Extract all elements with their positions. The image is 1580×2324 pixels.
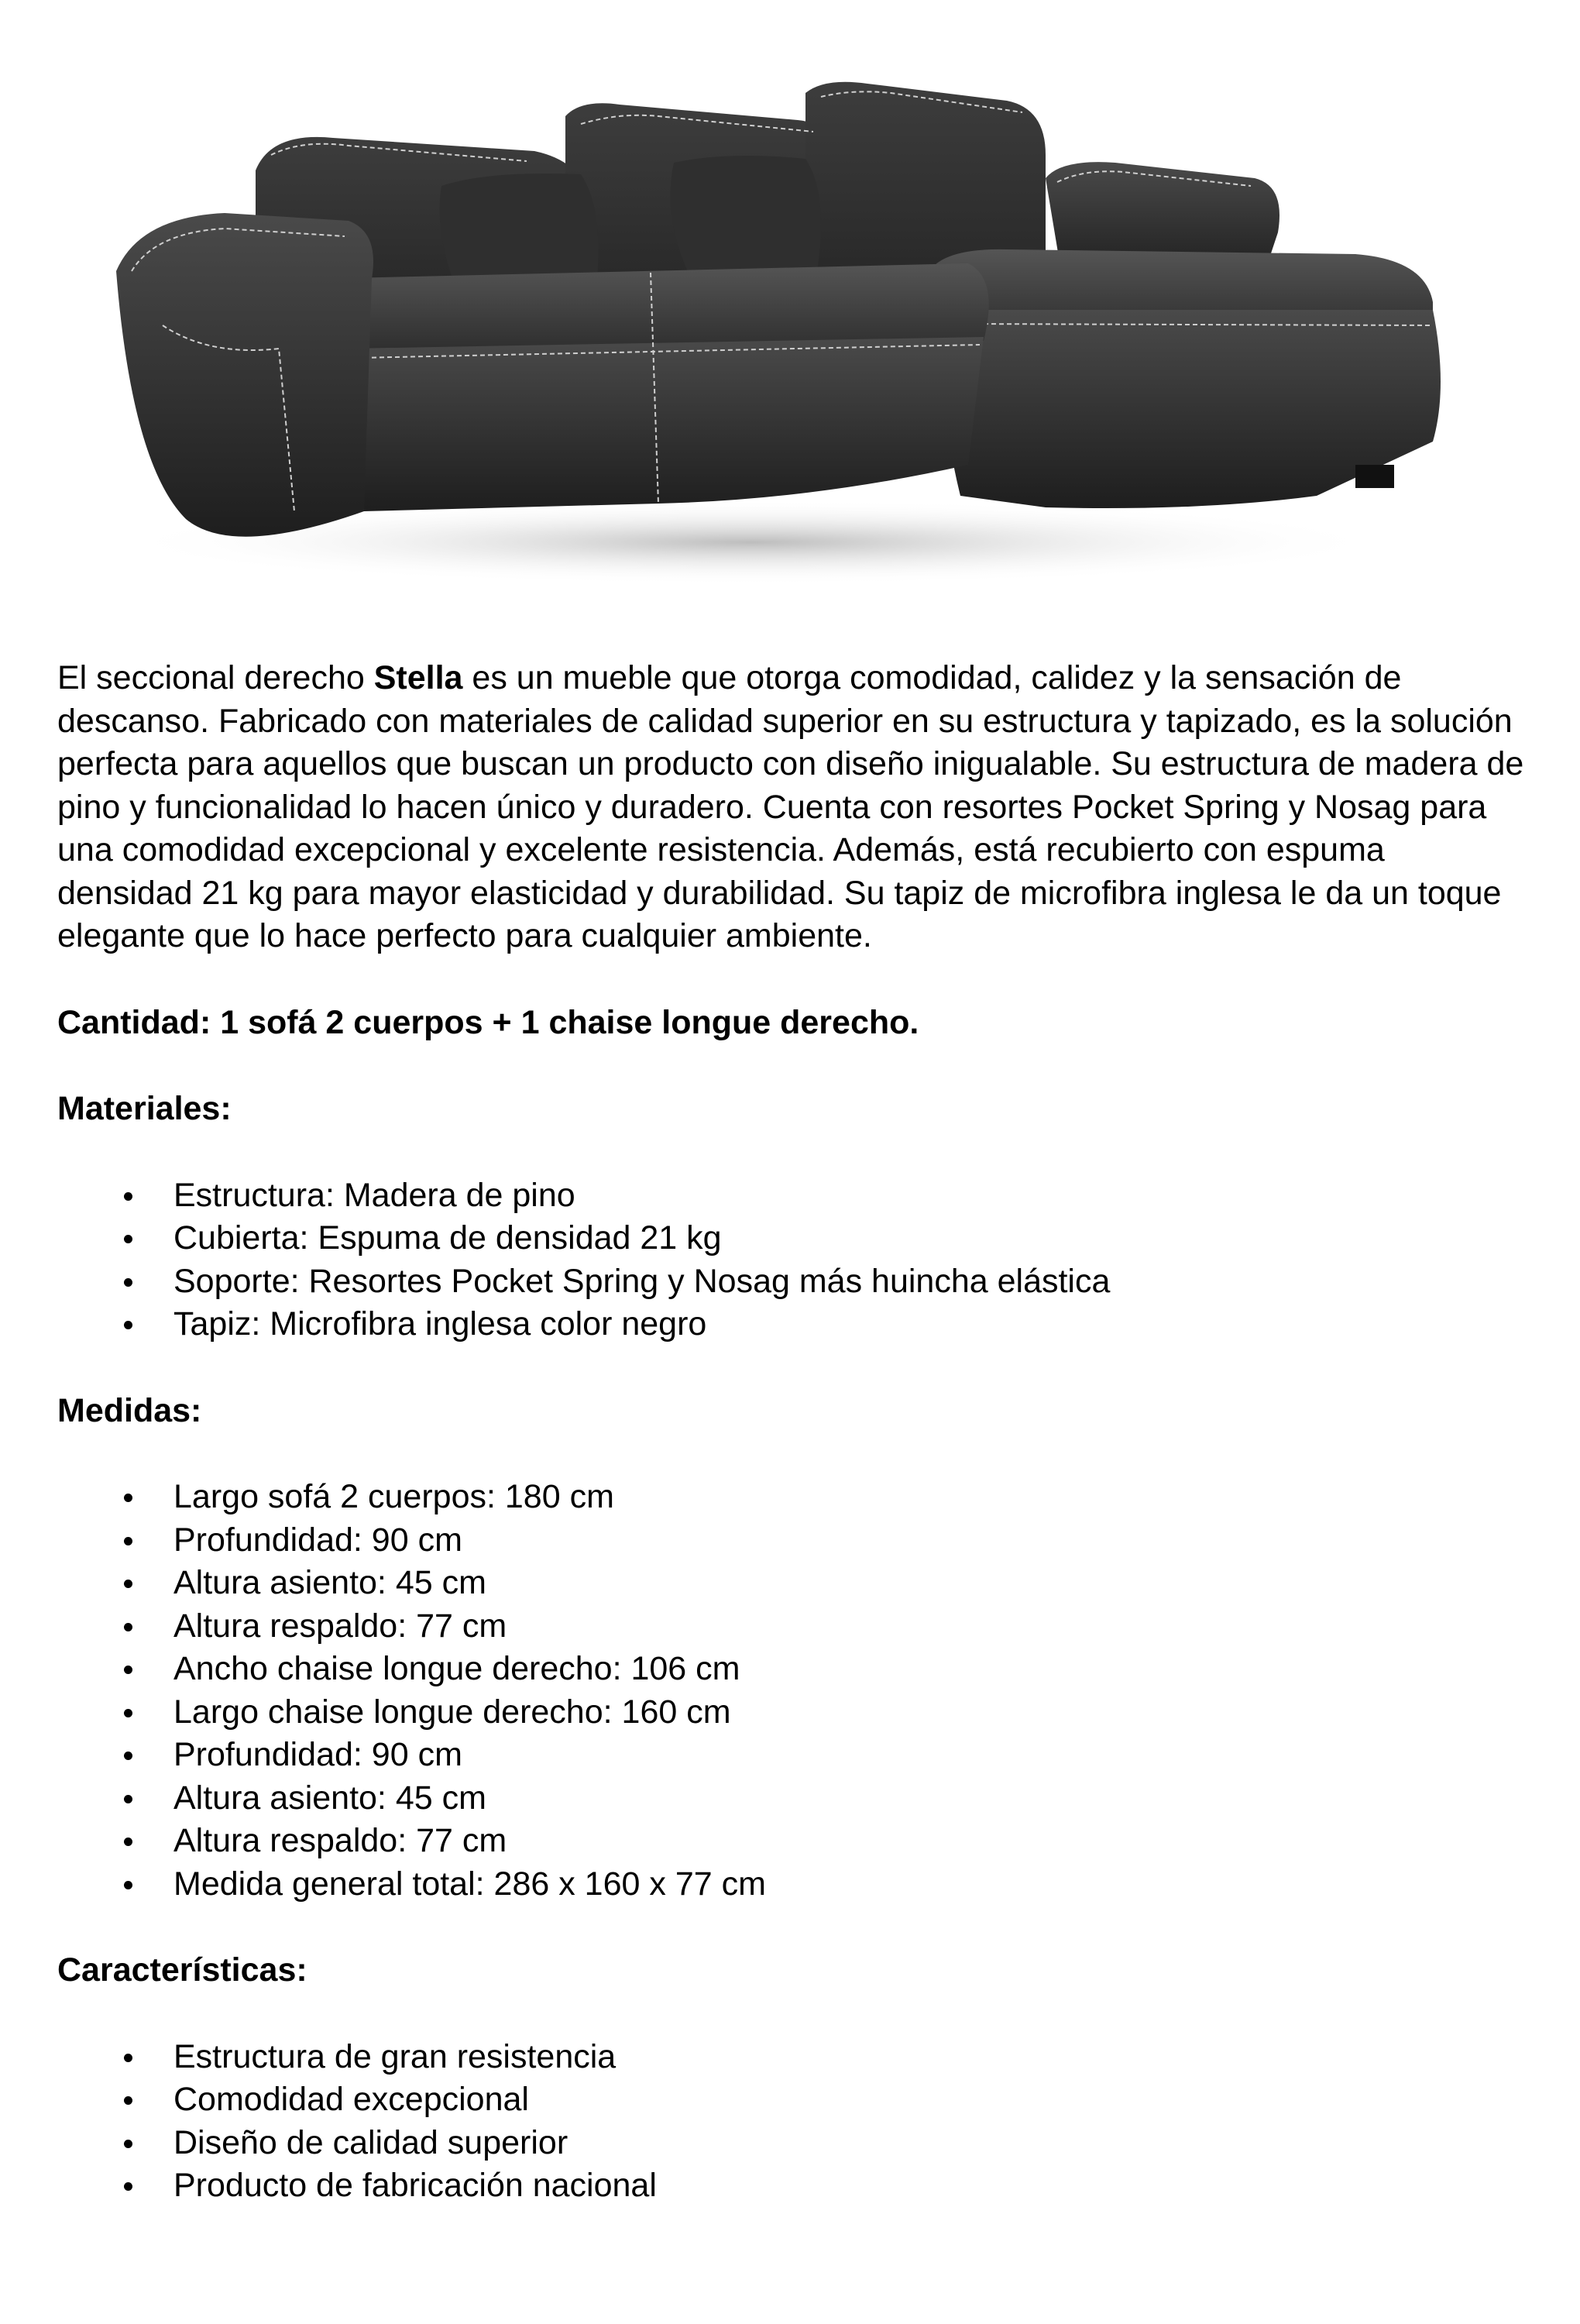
list-item-text: Ancho chaise longue derecho: 106 cm	[173, 1650, 740, 1687]
list-item-text: Comodidad excepcional	[173, 2081, 529, 2118]
list-item-text: Cubierta: Espuma de densidad 21 kg	[173, 1219, 722, 1257]
list-item	[57, 1217, 1529, 1260]
list-item	[57, 1476, 1529, 1519]
bullet-icon	[124, 1666, 132, 1674]
bullet-icon	[124, 1881, 132, 1889]
bullet-icon	[124, 1537, 132, 1545]
list-item-text: Estructura de gran resistencia	[173, 2037, 617, 2075]
bullet-icon	[124, 1278, 132, 1287]
materials-list	[57, 1174, 1529, 1346]
materials-heading: Materiales:	[57, 1090, 232, 1127]
list-item	[57, 1734, 1529, 1777]
list-item-text: Producto de fabricación nacional	[173, 2167, 657, 2204]
bullet-icon	[124, 1623, 132, 1631]
bullet-icon	[124, 1709, 132, 1717]
list-item	[57, 1519, 1529, 1563]
quantity-line: Cantidad: 1 sofá 2 cuerpos + 1 chaise longue derecho.	[57, 1003, 919, 1041]
list-item-text: Medida general total: 286 x 160 x 77 cm	[173, 1865, 766, 1903]
list-item-text: Altura respaldo: 77 cm	[173, 1822, 507, 1859]
bullet-icon	[124, 2054, 132, 2062]
list-item	[57, 1777, 1529, 1820]
measures-heading: Medidas:	[57, 1391, 202, 1429]
bullet-icon	[124, 1580, 132, 1588]
list-item-text: Tapiz: Microfibra inglesa color negro	[173, 1305, 707, 1342]
bullet-icon	[124, 2140, 132, 2148]
list-item	[57, 2122, 1529, 2165]
intro-text-before: El seccional derecho	[57, 659, 374, 696]
list-item	[57, 1863, 1529, 1906]
intro-text-after: es un mueble que otorga comodidad, calidez y la sensación de descanso. Fabricado con materiales de calidad superior en su estructura y tapizado, es la solución perfecta para aquellos que buscan un producto con diseño inigualable. Su estructura de madera de pino y funcionalidad lo hacen único y duradero. Cuenta con resortes Pocket Spring y Nosag para una comodidad excepcional y excelente resistencia. Además, está recubierto con espuma densidad 21 kg para mayor elasticidad y durabilidad. Su tapiz de microfibra inglesa le da un toque elegante que lo hace perfecto para cualquier ambiente.	[57, 659, 1524, 954]
list-item	[57, 1174, 1529, 1218]
bullet-icon	[124, 2096, 132, 2105]
features-list	[57, 2036, 1529, 2208]
bullet-icon	[124, 2182, 132, 2191]
list-item	[57, 1562, 1529, 1605]
bullet-icon	[124, 1494, 132, 1502]
measures-list	[57, 1476, 1529, 1906]
list-item	[57, 1691, 1529, 1734]
features-heading: Características:	[57, 1951, 307, 1989]
sofa-image	[116, 77, 1464, 589]
bullet-icon	[124, 1838, 132, 1846]
bullet-icon	[124, 1235, 132, 1243]
sofa-icon	[116, 77, 1464, 589]
list-item	[57, 1303, 1529, 1346]
bullet-icon	[124, 1321, 132, 1329]
list-item-text: Diseño de calidad superior	[173, 2123, 568, 2161]
product-description	[57, 657, 1529, 2208]
list-item	[57, 2164, 1529, 2208]
list-item-text: Altura respaldo: 77 cm	[173, 1607, 507, 1645]
bullet-icon	[124, 1795, 132, 1803]
list-item	[57, 1260, 1529, 1304]
list-item-text: Profundidad: 90 cm	[173, 1521, 462, 1559]
list-item-text: Altura asiento: 45 cm	[173, 1564, 486, 1601]
list-item-text: Largo chaise longue derecho: 160 cm	[173, 1693, 731, 1731]
list-item-text: Profundidad: 90 cm	[173, 1736, 462, 1773]
list-item	[57, 2078, 1529, 2122]
list-item-text: Estructura: Madera de pino	[173, 1176, 575, 1214]
product-name: Stella	[373, 659, 463, 696]
list-item-text: Soporte: Resortes Pocket Spring y Nosag más huincha elástica	[173, 1262, 1111, 1300]
intro-paragraph	[57, 657, 1529, 958]
list-item-text: Altura asiento: 45 cm	[173, 1779, 486, 1817]
list-item	[57, 2036, 1529, 2079]
bullet-icon	[124, 1752, 132, 1760]
list-item	[57, 1648, 1529, 1691]
bullet-icon	[124, 1192, 132, 1201]
list-item	[57, 1820, 1529, 1863]
list-item-text: Largo sofá 2 cuerpos: 180 cm	[173, 1478, 614, 1515]
list-item	[57, 1605, 1529, 1648]
